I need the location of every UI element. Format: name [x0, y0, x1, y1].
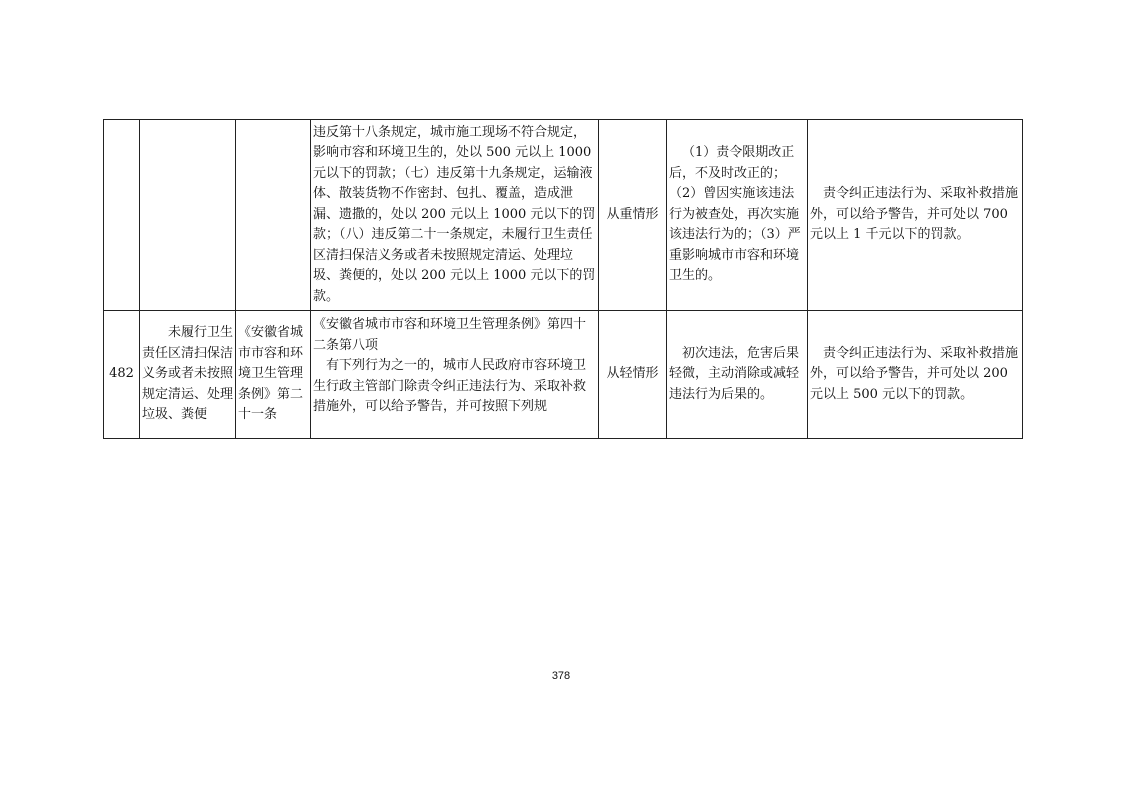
penalty-basis-detail-text: 违反第十八条规定，城市施工现场不符合规定，影响市容和环境卫生的，处以 500 元以上 1000 元以下的罚款；（七）违反第十九条规定，运输液体、散装货物不作密封、包扎、覆盖，造成泄漏、遗撒的，处以 200 元以上 1000 元以下的罚款；（八）违反第二十一条规定，未履行卫生责任区清扫保洁义务或者未按照规定清运、处理垃圾、粪便的，处以 200 元以上 1000 元以下的罚款。: [313, 124, 596, 304]
legal-basis-cell: 《安徽省城市市容和环境卫生管理条例》第二十一条: [236, 311, 311, 439]
legal-basis-cell: [236, 120, 311, 311]
penalty-basis-detail-cell: [311, 311, 599, 439]
row-number-cell: [104, 120, 140, 311]
penalty-standard-table: [103, 119, 1023, 439]
penalty-basis-detail-cell: [311, 120, 599, 311]
penalty-basis-detail-title: 《安徽省城市市容和环境卫生管理条例》第四十二条第八项: [313, 317, 587, 353]
circumstance-cell: 从重情形: [599, 120, 667, 311]
page-number: 378: [551, 670, 571, 682]
circumstance-cell: 从轻情形: [599, 311, 667, 439]
violation-behavior-cell: 未履行卫生责任区清扫保洁义务或者未按照规定清运、处理垃圾、粪便: [140, 311, 236, 439]
table-row: [104, 311, 1023, 439]
circumstance-standard-cell: 初次违法，危害后果轻微，主动消除或减轻违法行为后果的。: [667, 311, 808, 439]
table-row: [104, 120, 1023, 311]
penalty-amount-cell: 责令纠正违法行为、采取补救措施外，可以给予警告，并可处以 200 元以上 500 元以下的罚款。: [808, 311, 1023, 439]
penalty-amount-cell: 责令纠正违法行为、采取补救措施外，可以给予警告，并可处以 700 元以上 1 千元以下的罚款。: [808, 120, 1023, 311]
violation-behavior-cell: [140, 120, 236, 311]
circumstance-standard-cell: （1）责令限期改正后，不及时改正的；（2）曾因实施该违法行为被查处，再次实施该违法行为的；（3）严重影响城市市容和环境卫生的。: [667, 120, 808, 311]
row-number-cell: 482: [104, 311, 140, 439]
penalty-basis-detail-text: 有下列行为之一的，城市人民政府市容环境卫生行政主管部门除责令纠正违法行为、采取补救措施外，可以给予警告，并可按照下列规: [313, 358, 587, 414]
